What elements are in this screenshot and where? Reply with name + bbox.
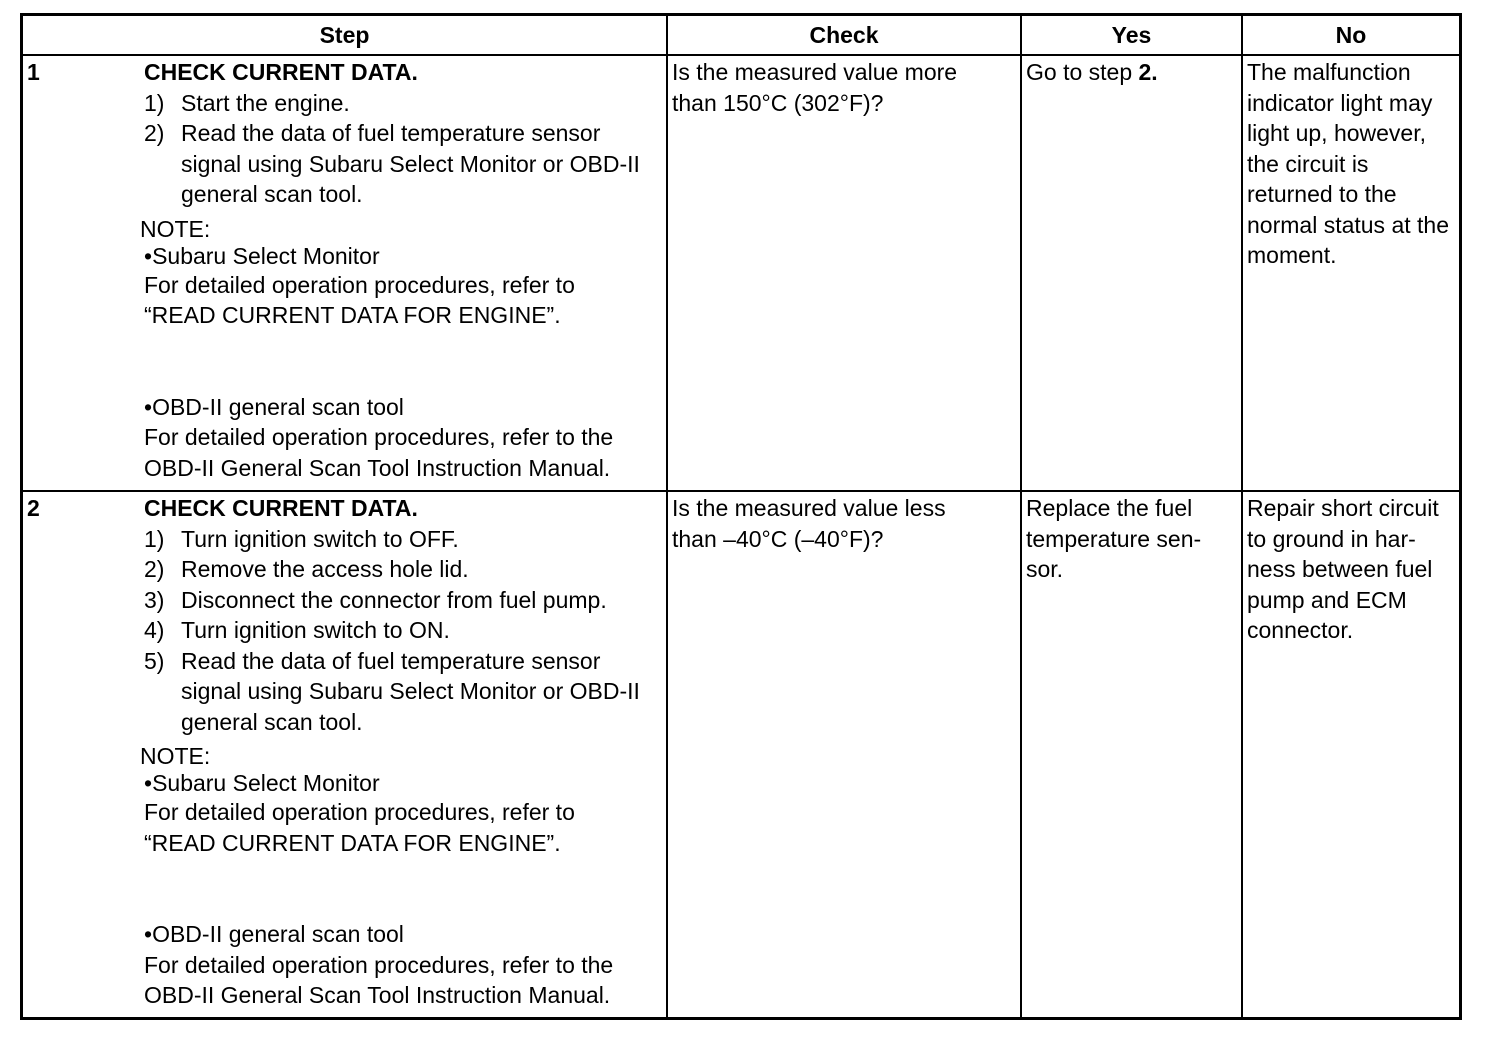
column-divider <box>666 16 668 1017</box>
yes-action: Replace the fuel temperature sen-sor. <box>1026 495 1202 582</box>
list-text: Disconnect the connector from fuel pump. <box>181 586 607 613</box>
step-number: 1 <box>27 59 40 85</box>
check-question: Is the measured value less than –40°C (–40°F)? <box>672 495 946 552</box>
step-number: 2 <box>27 495 40 521</box>
step-instructions <box>140 493 659 1011</box>
note-ssm-title: • Subaru Select Monitor <box>144 769 659 797</box>
list-number: 3) <box>144 586 165 613</box>
note-label: NOTE: <box>140 743 211 769</box>
list-number: 5) <box>144 647 165 674</box>
step-title: CHECK CURRENT DATA. <box>144 495 418 521</box>
note-label: NOTE: <box>140 215 211 242</box>
note-ssm-text: For detailed operation procedures, refer to “READ CURRENT DATA FOR ENGINE”. <box>144 271 575 328</box>
note-ssm-text: For detailed operation procedures, refer to “READ CURRENT DATA FOR ENGINE”. <box>144 799 575 856</box>
list-item <box>144 615 659 646</box>
list-text: Read the data of fuel temperature sensor signal using Subaru Select Monitor or OBD-II general scan tool. <box>181 120 640 207</box>
diagnostic-table <box>20 13 1462 1020</box>
step-title: CHECK CURRENT DATA. <box>144 59 418 85</box>
column-divider <box>1241 16 1243 1017</box>
list-item <box>144 646 659 738</box>
list-text: Turn ignition switch to OFF. <box>181 525 459 552</box>
note-obd-text: For detailed operation procedures, refer to the OBD-II General Scan Tool Instruction Manual. <box>144 951 614 1008</box>
header-check: Check <box>809 22 879 48</box>
yes-step-link: 2. <box>1138 59 1158 85</box>
header-step: Step <box>319 22 370 48</box>
list-number: 4) <box>144 617 165 643</box>
list-number: 2) <box>144 120 165 146</box>
no-action: The malfunction indicator light may light up, however, the circuit is returned to the normal status at the moment. <box>1247 59 1449 268</box>
list-text: Turn ignition switch to ON. <box>181 617 450 643</box>
list-item <box>144 554 659 585</box>
check-question: Is the measured value more than 150°C (302°F)? <box>672 59 958 116</box>
note-ssm-title: • Subaru Select Monitor <box>144 242 659 270</box>
list-item <box>144 585 659 616</box>
list-text: Remove the access hole lid. <box>181 556 469 582</box>
yes-action <box>1026 57 1236 88</box>
note-obd-text: For detailed operation procedures, refer to the OBD-II General Scan Tool Instruction Manual. <box>144 424 614 481</box>
header-no: No <box>1335 22 1367 48</box>
step-instructions <box>140 57 659 483</box>
note-obd-title: • OBD-II general scan tool <box>144 919 659 950</box>
no-action: Repair short circuit to ground in har-ness between fuel pump and ECM connector. <box>1247 495 1439 643</box>
note-obd-title: • OBD-II general scan tool <box>144 392 659 423</box>
list-number: 1) <box>144 89 165 116</box>
list-number: 1) <box>144 525 165 552</box>
column-divider <box>1020 16 1022 1017</box>
list-text: Read the data of fuel temperature sensor signal using Subaru Select Monitor or OBD-II general scan tool. <box>181 647 640 735</box>
list-item <box>144 88 659 119</box>
list-item <box>144 118 659 210</box>
row-divider <box>23 490 1459 492</box>
list-item <box>144 524 659 555</box>
list-text: Start the engine. <box>181 89 350 116</box>
list-number: 2) <box>144 556 165 582</box>
yes-text: Go to step <box>1026 59 1139 85</box>
header-yes: Yes <box>1111 22 1152 48</box>
